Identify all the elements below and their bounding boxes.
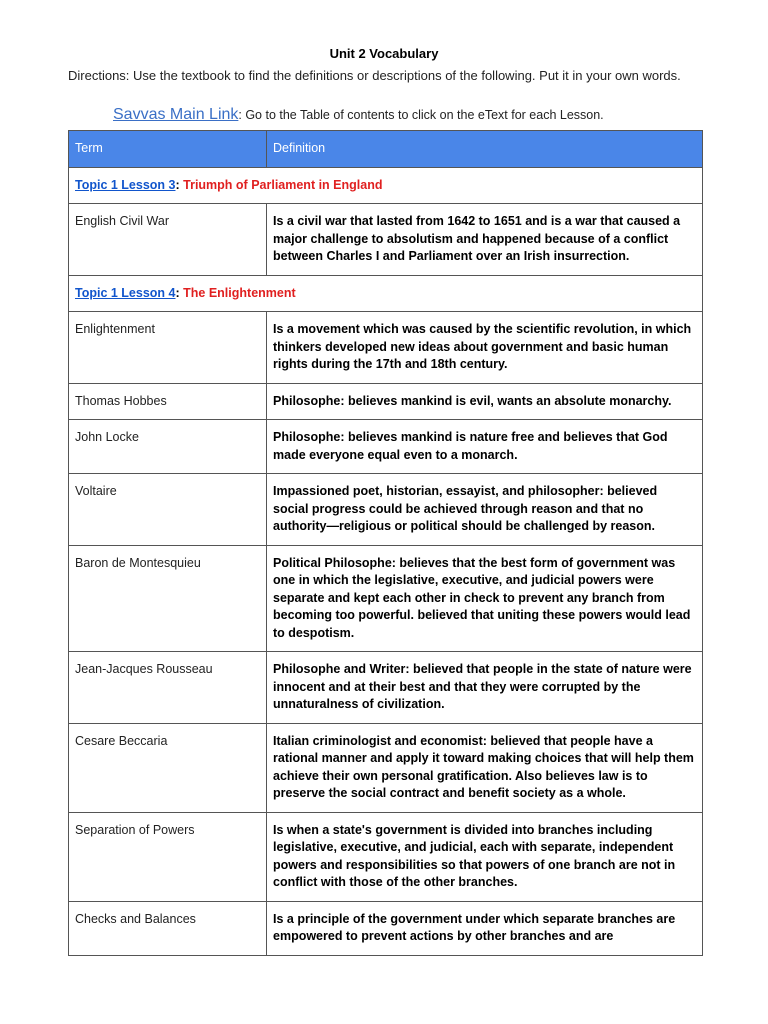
definition-cell: Is a principle of the government under which separate branches are empowered to prevent actions by other branches and are xyxy=(267,901,703,955)
definition-cell: Impassioned poet, historian, essayist, and philosopher: believed social progress could be achieved through reason and that no authority—religious or political should be challenged by reason. xyxy=(267,474,703,546)
link-line xyxy=(113,106,733,124)
vocabulary-table xyxy=(68,130,703,956)
topic-link[interactable]: Topic 1 Lesson 3 xyxy=(75,177,176,192)
definition-cell: Is a movement which was caused by the scientific revolution, in which thinkers developed new ideas about government and basic human rights during the 17th and 18th century. xyxy=(267,312,703,384)
topic-separator: : xyxy=(175,285,184,300)
table-row xyxy=(69,812,703,901)
term-cell: Cesare Beccaria xyxy=(69,723,267,812)
definition-cell: Philosophe: believes mankind is evil, wants an absolute monarchy. xyxy=(267,383,703,420)
header-definition: Definition xyxy=(267,131,703,168)
link-instructions: : Go to the Table of contents to click on the eText for each Lesson. xyxy=(238,108,604,122)
topic-cell xyxy=(69,275,703,312)
definition-cell: Political Philosophe: believes that the best form of government was one in which the legislative, executive, and judicial powers were separate and kept each other in check to prevent any branch from becoming too powerful. believed that uniting these powers would lead to despotism. xyxy=(267,545,703,652)
table-row xyxy=(69,383,703,420)
table-row xyxy=(69,474,703,546)
definition-cell: Italian criminologist and economist: believed that people have a rational manner and apply it toward making choices that will help them achieve their own personal gratification. Also believes law is to preserve the social contract and benefit society as a whole. xyxy=(267,723,703,812)
term-cell: John Locke xyxy=(69,420,267,474)
definition-cell: Is when a state's government is divided into branches including legislative, executive, and judicial, each with separate, independent powers and responsibilities so that powers of one branch are not in conflict with those of the other branches. xyxy=(267,812,703,901)
savvas-main-link[interactable]: Savvas Main Link xyxy=(113,106,239,123)
term-cell: Jean-Jacques Rousseau xyxy=(69,652,267,724)
table-row xyxy=(69,723,703,812)
topic-row xyxy=(69,167,703,204)
table-row xyxy=(69,545,703,652)
table-header-row xyxy=(69,131,703,168)
term-cell: Separation of Powers xyxy=(69,812,267,901)
table-row xyxy=(69,204,703,276)
topic-cell xyxy=(69,167,703,204)
term-cell: Baron de Montesquieu xyxy=(69,545,267,652)
directions-text: Directions: Use the textbook to find the definitions or descriptions of the following. Put it in your own words. xyxy=(68,68,681,83)
topic-name: The Enlightenment xyxy=(183,285,296,300)
header-term: Term xyxy=(69,131,267,168)
definition-cell: Philosophe and Writer: believed that people in the state of nature were innocent and at their best and that they were corrupted by the unnaturalness of civilization. xyxy=(267,652,703,724)
definition-cell: Philosophe: believes mankind is nature free and believes that God made everyone equal even to a monarch. xyxy=(267,420,703,474)
page-title: Unit 2 Vocabulary xyxy=(329,46,439,61)
table-row xyxy=(69,420,703,474)
term-cell: Checks and Balances xyxy=(69,901,267,955)
definition-cell: Is a civil war that lasted from 1642 to 1651 and is a war that caused a major challenge to absolutism and happened because of a conflict between Charles I and Parliament over an Irish insurrection. xyxy=(267,204,703,276)
term-cell: Enlightenment xyxy=(69,312,267,384)
term-cell: English Civil War xyxy=(69,204,267,276)
table-row xyxy=(69,312,703,384)
topic-link[interactable]: Topic 1 Lesson 4 xyxy=(75,285,176,300)
term-cell: Thomas Hobbes xyxy=(69,383,267,420)
topic-name: Triumph of Parliament in England xyxy=(183,177,383,192)
topic-separator: : xyxy=(175,177,184,192)
term-cell: Voltaire xyxy=(69,474,267,546)
topic-row xyxy=(69,275,703,312)
table-row xyxy=(69,652,703,724)
table-row xyxy=(69,901,703,955)
